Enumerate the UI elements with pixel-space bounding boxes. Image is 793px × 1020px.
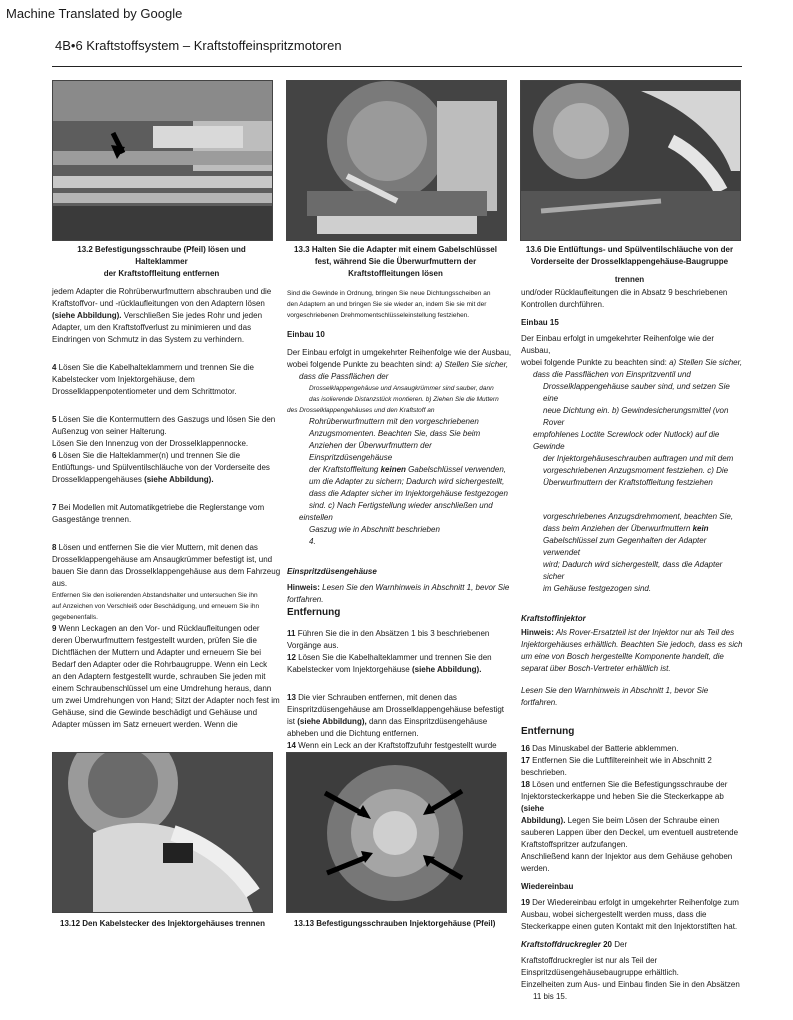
text-line: fortfahren.: [287, 595, 324, 604]
para-number: 18: [521, 780, 530, 789]
para-4: [52, 362, 284, 374]
text-line: [521, 627, 743, 639]
photo-13-2: [52, 80, 273, 241]
para-14: [287, 740, 515, 752]
text-line: [52, 474, 284, 486]
text-line: Außenzug von seiner Halterung.: [52, 427, 167, 436]
text-line: dass die Adapter sicher im Injektorgehäuse festgezogen: [309, 489, 508, 498]
caption-13-6-line2: Vorderseite der Drosselklappengehäuse-Baugruppe: [530, 257, 729, 266]
text-span: Kraftstoffdruckregler: [521, 940, 601, 949]
text-span: Lösen Sie die Halteklammer(n) und trennen Sie die: [56, 451, 241, 460]
caption-13-6-line3: trennen: [614, 275, 645, 284]
text-span: Lösen Sie die Kontermuttern des Gaszugs und lösen Sie den: [56, 415, 276, 424]
text-span: Lösen Sie die Kabelhalteklammern und trennen Sie die: [56, 363, 254, 372]
para-number: 13: [287, 693, 296, 702]
text-line: Lösen Sie den Innenzug von der Drosselklappennocke.: [52, 439, 249, 448]
para-18: [521, 779, 743, 791]
text-span: Legen Sie beim Lösen der Schraube einen: [565, 816, 720, 825]
para-number: 20: [600, 940, 612, 949]
text-span: ist: [287, 717, 298, 726]
text-line: [521, 357, 743, 369]
para-17: [521, 755, 743, 767]
text-line: vorgeschriebenen Anzugsmoment festziehen. c) Die: [543, 466, 729, 475]
para-number: 14: [287, 741, 296, 750]
text-span: Wenn Leckagen an den Vor- und Rücklaufleitungen oder: [56, 624, 260, 633]
text-line: Anzugsmomenten. Beachten Sie, dass Sie beim: [309, 429, 481, 438]
text-span: a) Stellen Sie sicher,: [435, 360, 509, 369]
text-line: Drosselklappengehäuse sauber sind, und setzen Sie eine: [543, 382, 730, 403]
figure-ref: (siehe Abbildung).: [52, 311, 122, 320]
text-span: Der: [612, 940, 628, 949]
text-line: an den Adaptern festgestellt wurde, schrauben Sie jeden mit: [52, 672, 266, 681]
text-line: 11 bis 15.: [533, 992, 568, 1001]
caption-13-2: [52, 244, 271, 280]
para-11: [287, 628, 515, 640]
text-line: Eindringen von Schmutz in das System zu verhindern.: [52, 335, 245, 344]
text-line: und/oder Rücklaufleitungen die in Absatz 9 beschriebenen: [521, 288, 728, 297]
photo-13-6: [520, 80, 741, 241]
caption-13-6: [520, 244, 739, 286]
text-span: Lösen Sie die Kabelhalteklammer und trennen Sie den: [295, 653, 492, 662]
text-span: dass beim Anziehen der Überwurfmuttern: [543, 524, 693, 533]
text-line: um zwei Umdrehungen von Hand; Sitzt der Adapter noch fest im: [52, 696, 280, 705]
text-span: dann das Einspritzdüsengehäuse: [366, 717, 488, 726]
text-line: Sind die Gewinde in Ordnung, bringen Sie neue Dichtungsscheiben an: [287, 290, 491, 297]
section-heading: [521, 939, 743, 951]
text-line: wird; Dadurch wird sichergestellt, dass die Adapter sicher: [543, 560, 723, 581]
text-span: Kabelstecker vom Injektorgehäuse: [287, 665, 412, 674]
caption-13-2-line1: 13.2 Befestigungsschraube (Pfeil) lösen und Halteklammer: [77, 245, 246, 266]
text-line: Gaszug wie in Abschnitt beschrieben: [309, 525, 440, 534]
text-line: Einzelheiten zum Aus- und Einbau finden Sie in den Absätzen: [521, 980, 740, 989]
photo-13-3: [286, 80, 507, 241]
text-line: neue Dichtung ein. b) Gewindesicherungsmittel (von Rover: [543, 406, 729, 427]
text-line: Kraftstoffdruckregler ist nur als Teil der: [521, 956, 658, 965]
figure-ref: (siehe Abbildung).: [144, 475, 214, 484]
caption-13-2-line2: der Kraftstoffleitung entfernen: [103, 269, 220, 278]
text-line: [521, 791, 743, 815]
figure-ref: (siehe Abbildung),: [297, 717, 367, 726]
text-line: Lesen Sie den Warnhinweis in Abschnitt 1, bevor Sie fortfahren.: [521, 686, 709, 707]
text-span: Drosselklappengehäuses: [52, 475, 145, 484]
note-label: Hinweis:: [521, 628, 554, 637]
text-line: 4.: [309, 537, 316, 546]
text-line: Anschließend kann der Injektor aus dem Gehäuse gehoben: [521, 852, 733, 861]
header-rule: [52, 66, 742, 67]
text-span: Gabelschlüssel verwenden,: [405, 465, 506, 474]
para-number: 4: [52, 363, 57, 372]
text-line: Adapter müssen im Satz erneuert werden. Wenn die: [52, 720, 238, 729]
para-8: [52, 542, 284, 554]
text-span: Wenn ein Leck an der Kraftstoffzufuhr festgestellt wurde: [295, 741, 497, 750]
text-line: einem Schraubenschlüssel um eine Umdrehung heraus, dann: [52, 684, 272, 693]
text-line: Drosselklappenpotentiometer und dem Schrittmotor.: [52, 387, 237, 396]
text-line: Ausbau, wobei sichergestellt werden muss, dass die: [521, 910, 707, 919]
section-heading: Einbau 10: [287, 330, 325, 339]
para-9: [52, 623, 284, 635]
text-line: jedem Adapter die Rohrüberwurfmuttern abschrauben und die: [52, 287, 272, 296]
text-line: [287, 464, 515, 476]
text-line: das isolierende Distanzstück montieren. b) Ziehen Sie die Muttern: [309, 396, 499, 403]
text-line: Entfernen Sie den isolierenden Abstandshalter und untersuchen Sie ihn: [52, 592, 258, 599]
text-line: empfohlenes Loctite Screwlock oder Nutlock) auf die Gewinde: [533, 430, 720, 451]
text-line: [287, 664, 515, 676]
text-line: Kontrollen durchführen.: [521, 300, 605, 309]
text-line: Der Einbau erfolgt in umgekehrter Reihenfolge wie der Ausbau,: [521, 334, 714, 355]
text-line: auf Anzeichen von Verschleiß oder Beschädigung, und erneuern Sie ihn: [52, 603, 260, 610]
text-line: Drosselklappengehäuse am Ansaugkrümmer befestigt ist, und: [52, 555, 273, 564]
text-span: wobei folgende Punkte zu beachten sind:: [287, 360, 436, 369]
text-span: kein: [692, 524, 709, 533]
section-heading: Einbau 15: [521, 318, 559, 327]
caption-13-3: [286, 244, 505, 280]
text-line: der Injektorgehäuseschrauben auftragen und mit dem: [543, 454, 734, 463]
caption-13-3-line3: Kraftstoffleitungen lösen: [348, 269, 443, 278]
para-19: [521, 897, 743, 909]
para-number: 19: [521, 898, 530, 907]
para-number: 16: [521, 744, 530, 753]
text-span: Lösen und entfernen Sie die vier Muttern, mit denen das: [56, 543, 258, 552]
section-heading: Wiedereinbau: [521, 882, 574, 891]
text-span: Injektorsteckerkappe und heben Sie die Steckerkappe ab: [521, 792, 724, 801]
text-line: sind. c) Nach Fertigstellung wieder anschließen und: [309, 501, 493, 510]
text-span: Führen Sie die in den Absätzen 1 bis 3 beschriebenen: [295, 629, 490, 638]
para-12: [287, 652, 515, 664]
text-line: Rohrüberwurfmuttern mit den vorgeschriebenen: [309, 417, 479, 426]
photo-13-13: [286, 752, 507, 913]
text-line: Überwurfmuttern der Kraftstoffleitung festziehen: [543, 478, 713, 487]
text-span: Verschließen Sie jedes Rohr und jeden: [121, 311, 263, 320]
text-line: [521, 523, 743, 535]
para-7: [52, 502, 284, 514]
page-header: 4B•6 Kraftstoffsystem – Kraftstoffeinspritzmotoren: [55, 38, 342, 53]
text-span: Das Minuskabel der Batterie abklemmen.: [529, 744, 679, 753]
figure-ref: (siehe Abbildung).: [411, 665, 482, 674]
text-line: um die Adapter zu sichern; Dadurch wird sichergestellt,: [309, 477, 505, 486]
column-1: [52, 286, 284, 731]
text-span: Bei Modellen mit Automatikgetriebe die Reglerstange vom: [56, 503, 265, 512]
machine-translated-banner: Machine Translated by Google: [6, 6, 183, 21]
text-line: Einspritzdüsengehäusebaugruppe erhältlich.: [521, 968, 679, 977]
caption-13-12: 13.12 Den Kabelstecker des Injektorgehäuses trennen: [60, 919, 265, 928]
para-number: 12: [287, 653, 296, 662]
column-2: [287, 288, 515, 752]
text-line: Gabelschlüssel zum Gegenhalten der Adapter verwendet: [543, 536, 707, 557]
text-line: den Adaptern an und bringen Sie sie wieder an, indem Sie sie mit der: [287, 301, 487, 308]
text-line: [52, 310, 284, 322]
caption-13-6-line1: 13.6 Die Entlüftungs- und Spülventilschläuche von der: [525, 245, 734, 254]
para-6: [52, 450, 284, 462]
note-label: Hinweis:: [287, 583, 320, 592]
text-line: Kabelstecker vom Injektorgehäuse, dem: [52, 375, 195, 384]
text-line: beschrieben.: [521, 768, 567, 777]
text-line: Entlüftungs- und Spülventilschläuche von der Vorderseite des: [52, 463, 270, 472]
text-line: bauen Sie dann das Drosselklappengehäuse aus dem Fahrzeug aus.: [52, 567, 281, 588]
text-line: um eine von Bosch hergestellte Komponente handelt, die: [521, 652, 724, 661]
text-line: [521, 815, 743, 827]
text-line: Der Einbau erfolgt in umgekehrter Reihenfolge wie der Ausbau,: [287, 348, 512, 357]
text-line: Dichtflächen der Muttern und Adapter und erneuern Sie bei: [52, 648, 262, 657]
text-span: der Kraftstoffleitung: [309, 465, 381, 474]
text-line: Injektorgehäuses erhältlich. Beachten Sie jedoch, dass es sich: [521, 640, 743, 649]
text-line: vorgeschriebenen Drehmomentschlüsseleinstellung festziehen.: [287, 312, 470, 319]
column-3: [521, 287, 743, 1003]
text-line: [287, 359, 515, 371]
text-line: Vorgänge aus.: [287, 641, 339, 650]
text-line: dass die Passflächen der: [299, 372, 389, 381]
text-line: im Gehäuse festgezogen sind.: [543, 584, 652, 593]
para-number: 7: [52, 503, 57, 512]
text-span: Die vier Schrauben entfernen, mit denen das: [295, 693, 457, 702]
text-line: [287, 716, 515, 728]
para-number: 11: [287, 629, 296, 638]
text-line: Gehäuse, sind die Gewinde beschädigt und Gehäuse und: [52, 708, 258, 717]
text-line: dass die Passflächen von Einspritzventil und: [533, 370, 691, 379]
figure-ref: Abbildung).: [521, 816, 566, 825]
text-line: werden.: [521, 864, 550, 873]
text-line: sauberen Lappen über den Deckel, um eventuell austretende: [521, 828, 739, 837]
para-13: [287, 692, 515, 704]
text-line: Einspritzdüsengehäuse am Drosselklappengehäuse befestigt: [287, 705, 505, 714]
para-number: 6: [52, 451, 57, 460]
text-line: abheben und die Dichtung entfernen.: [287, 729, 419, 738]
text-line: separat über Bosch-Vertreter erhältlich ist.: [521, 664, 671, 673]
text-span: a) Stellen Sie sicher,: [669, 358, 743, 367]
text-span: wobei folgende Punkte zu beachten sind:: [521, 358, 670, 367]
para-number: 9: [52, 624, 57, 633]
text-line: einstellen: [299, 513, 333, 522]
para-number: 8: [52, 543, 57, 552]
text-span: Entfernen Sie die Luftfiltereinheit wie in Abschnitt 2: [529, 756, 712, 765]
section-heading: Entfernung: [287, 607, 341, 618]
text-line: Gasgestänge trennen.: [52, 515, 132, 524]
text-line: Kraftstoffspritzer aufzufangen.: [521, 840, 628, 849]
photo-13-12: [52, 752, 273, 913]
caption-13-13: 13.13 Befestigungsschrauben Injektorgehäuse (Pfeil): [294, 919, 496, 928]
text-line: Drosselklappengehäuse und Ansaugkrümmer sind sauber, dann: [309, 385, 494, 392]
text-line: Bedarf den Adapter oder die Rohrbaugruppe. Wenn ein Leck: [52, 660, 268, 669]
text-line: Adapter, um den Kraftstoffverlust zu minimieren und das: [52, 323, 252, 332]
section-heading: Einspritzdüsengehäuse: [287, 567, 377, 576]
text-line: Steckerkappe einen guten Kontakt mit den Injektorstiften hat.: [521, 922, 738, 931]
text-line: gegebenenfalls.: [52, 614, 98, 621]
section-heading: Kraftstoffinjektor: [521, 614, 586, 623]
para-number: 17: [521, 756, 530, 765]
text-span: keinen: [380, 465, 406, 474]
text-span: Der Wiedereinbau erfolgt in umgekehrter Reihenfolge zum: [529, 898, 739, 907]
text-line: Anziehen der Überwurfmuttern der Einspritzdüsengehäuse: [309, 441, 432, 462]
figure-ref: (siehe: [521, 804, 545, 813]
text-line: vorgeschriebenes Anzugsdrehmoment, beachten Sie,: [543, 512, 734, 521]
text-line: deren Überwurfmuttern festgestellt wurden, prüfen Sie die: [52, 636, 257, 645]
text-span: Lesen Sie den Warnhinweis in Abschnitt 1, bevor Sie: [319, 583, 510, 592]
text-line: [287, 582, 515, 594]
para-16: [521, 743, 743, 755]
para-number: 5: [52, 415, 57, 424]
section-heading: Entfernung: [521, 726, 575, 737]
caption-13-3-line2: fest, während Sie die Überwurfmuttern der: [314, 257, 477, 266]
text-line: Kraftstoffvor- und -rücklaufleitungen von den Adaptern lösen: [52, 299, 265, 308]
text-span: Lösen und entfernen Sie die Befestigungsschraube der: [529, 780, 728, 789]
para-5: [52, 414, 284, 426]
text-span: Als Rover-Ersatzteil ist der Injektor nur als Teil des: [553, 628, 735, 637]
text-line: des Drosselklappengehäuses und den Kraftstoff an: [287, 407, 435, 414]
caption-13-3-line1: 13.3 Halten Sie die Adapter mit einem Gabelschlüssel: [294, 245, 497, 254]
